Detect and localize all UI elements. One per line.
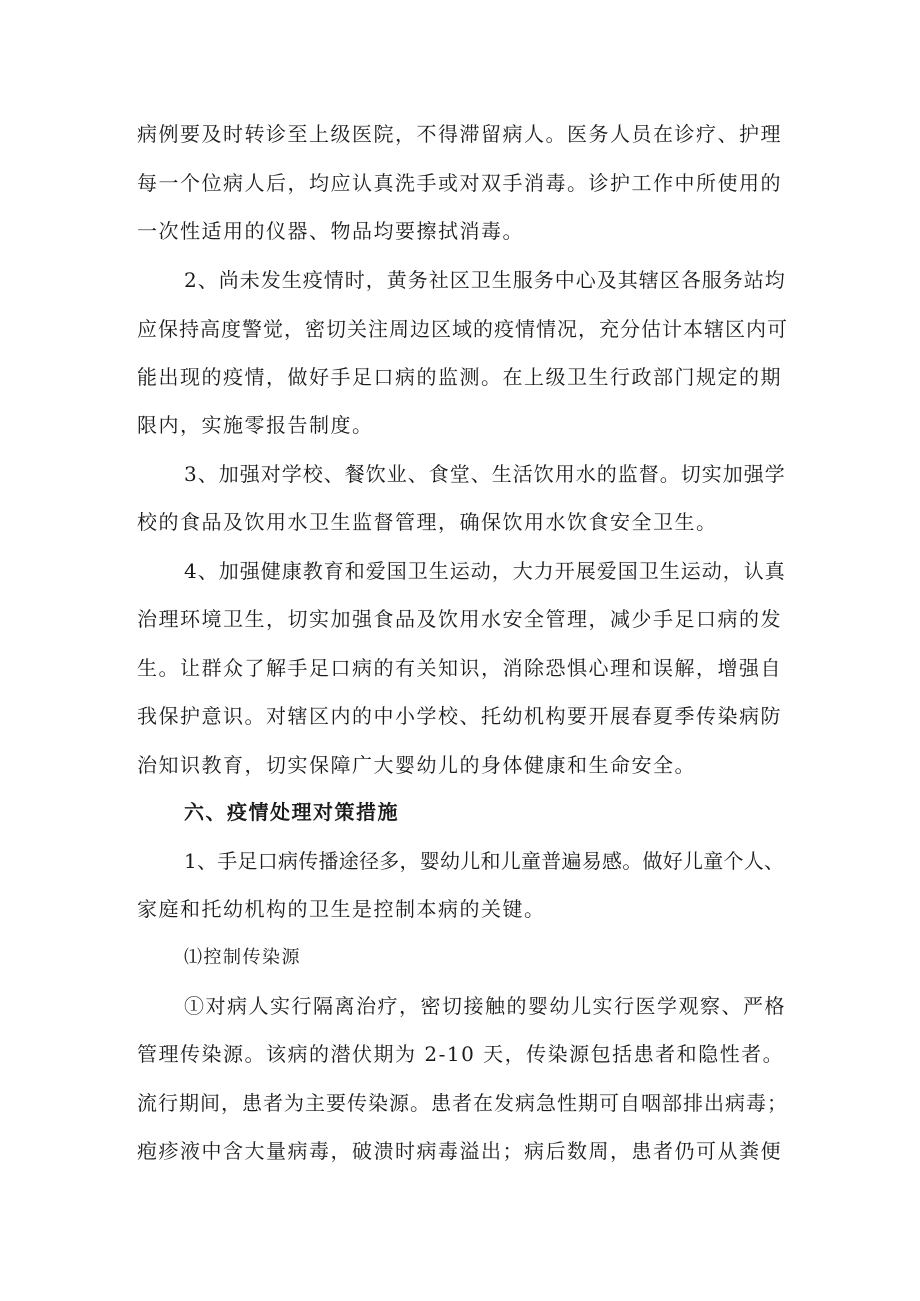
paragraph-line: 校的食品及饮用水卫生监督管理，确保饮用水饮食安全卫生。 <box>137 510 718 534</box>
paragraph-line: 流行期间，患者为主要传染源。患者在发病急性期可自咽部排出病毒； <box>137 1091 788 1115</box>
paragraph-line: 疱疹液中含大量病毒，破溃时病毒溢出；病后数周，患者仍可从粪便 <box>137 1139 782 1163</box>
paragraph-line: 限内，实施零报告制度。 <box>137 413 374 437</box>
paragraph-line: ①对病人实行隔离治疗，密切接触的婴幼儿实行医学观察、严格 <box>184 994 786 1018</box>
paragraph-line: 管理传染源。该病的潜伏期为 2-10 天，传染源包括患者和隐性者。 <box>137 1042 785 1066</box>
paragraph-line: 病例要及时转诊至上级医院，不得滞留病人。医务人员在诊疗、护理 <box>137 122 782 146</box>
section-heading: 六、疫情处理对策措施 <box>184 800 399 824</box>
paragraph-line: 一次性适用的仪器、物品均要擦拭消毒。 <box>137 219 524 243</box>
paragraph-line: 每一个位病人后，均应认真洗手或对双手消毒。诊护工作中所使用的 <box>137 171 782 195</box>
paragraph-line: 我保护意识。对辖区内的中小学校、托幼机构要开展春夏季传染病防 <box>137 704 782 728</box>
paragraph-line: 3、加强对学校、餐饮业、食堂、生活饮用水的监督。切实加强学 <box>184 462 786 486</box>
paragraph-line: 4、加强健康教育和爱国卫生运动，大力开展爱国卫生运动，认真 <box>184 559 786 583</box>
paragraph-line: 能出现的疫情，做好手足口病的监测。在上级卫生行政部门规定的期 <box>137 365 782 389</box>
paragraph-line: 治知识教育，切实保障广大婴幼儿的身体健康和生命安全。 <box>137 753 696 777</box>
paragraph-line: 家庭和托幼机构的卫生是控制本病的关键。 <box>137 897 546 921</box>
paragraph-line: 1、手足口病传播途径多，婴幼儿和儿童普遍易感。做好儿童个人、 <box>184 849 785 873</box>
paragraph-line: 生。让群众了解手足口病的有关知识，消除恐惧心理和误解，增强自 <box>137 656 782 680</box>
paragraph-line: 应保持高度警觉，密切关注周边区域的疫情情况，充分估计本辖区内可 <box>137 317 788 341</box>
paragraph-line: 治理环境卫生，切实加强食品及饮用水安全管理，减少手足口病的发 <box>137 607 782 631</box>
subsection-heading: ⑴控制传染源 <box>184 947 301 968</box>
paragraph-line: 2、尚未发生疫情时，黄务社区卫生服务中心及其辖区各服务站均 <box>184 268 786 292</box>
